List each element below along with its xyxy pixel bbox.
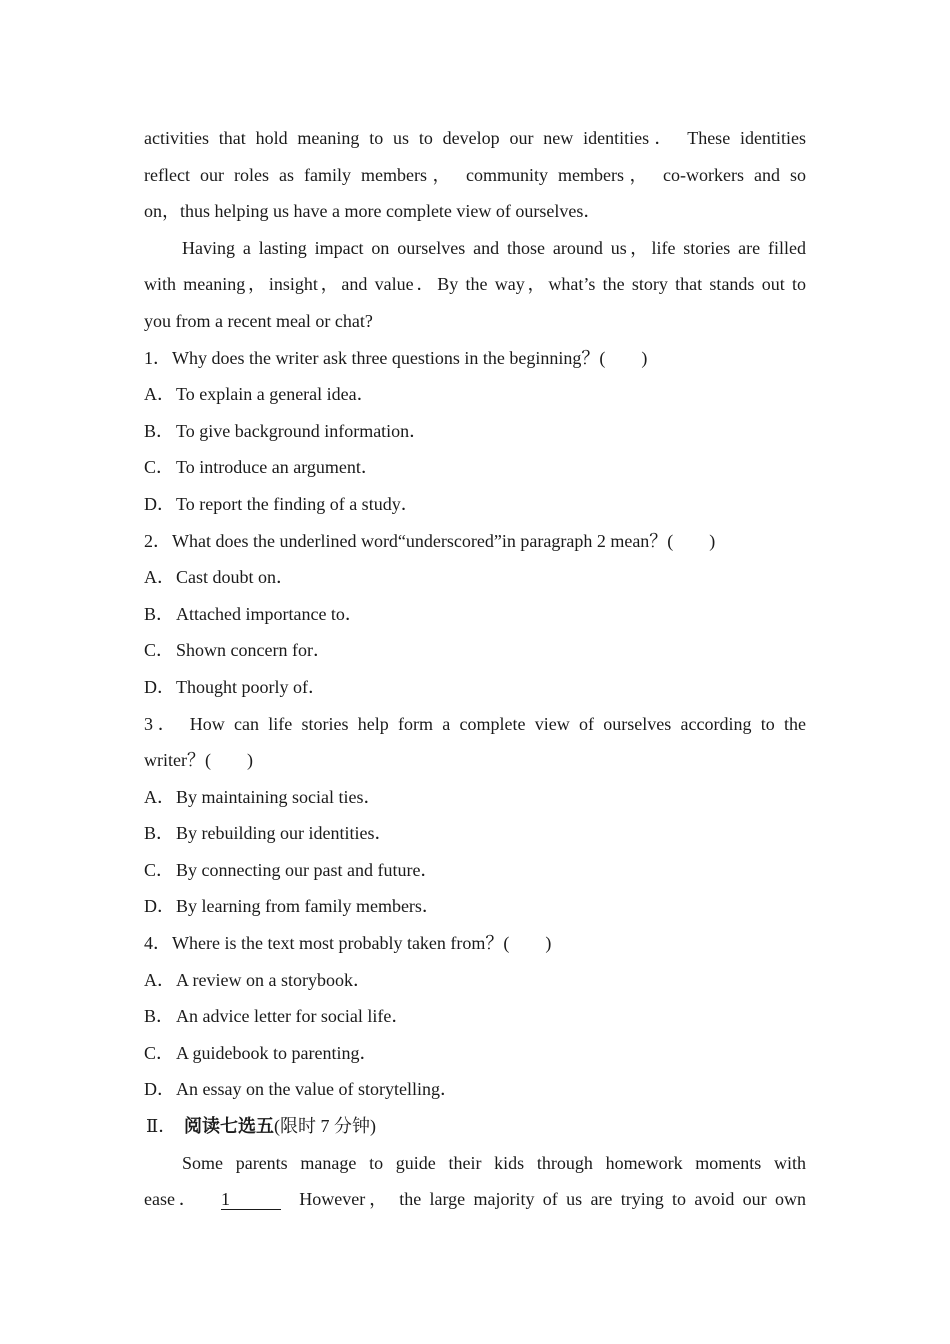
blank-trail-text: However， the large majority of us are trying to avoid our own — [299, 1189, 806, 1210]
option-letter: D． — [144, 1079, 175, 1100]
question-3-stem-cont: writer？( ) — [144, 750, 253, 771]
option-letter: D． — [144, 896, 175, 917]
option-letter: D． — [144, 493, 175, 514]
option-1d — [144, 486, 806, 523]
option-text: Thought poorly of． — [176, 676, 326, 697]
option-4d — [144, 1071, 806, 1108]
question-text: How can life stories help form a complete view of ourselves according to the — [189, 713, 807, 734]
option-4b — [144, 998, 806, 1035]
question-number: 4． — [144, 933, 171, 954]
option-text: By maintaining social ties． — [176, 786, 382, 807]
question-number: 2． — [144, 530, 171, 551]
question-2-stem — [144, 523, 806, 560]
option-3a — [144, 779, 806, 816]
option-letter: B． — [144, 603, 175, 624]
option-text: To give background information． — [176, 420, 428, 441]
option-text: By rebuilding our identities． — [176, 823, 393, 844]
question-text: Where is the text most probably taken from？( ) — [172, 933, 552, 954]
option-text: Cast doubt on． — [176, 567, 295, 588]
option-letter: A． — [144, 384, 175, 405]
paragraph-line: Having a lasting impact on ourselves and those around us，life stories are filled — [182, 237, 806, 258]
option-text: By learning from family members． — [176, 896, 440, 917]
section-number: Ⅱ． — [146, 1116, 177, 1137]
option-letter: C． — [144, 859, 175, 880]
option-2b — [144, 596, 806, 633]
question-number: 3． — [144, 713, 181, 734]
question-3-stem — [144, 706, 806, 743]
paragraph-line: you from a recent meal or chat? — [144, 310, 373, 331]
option-text: Attached importance to． — [176, 603, 363, 624]
option-text: A review on a storybook． — [176, 969, 371, 990]
option-text: An essay on the value of storytelling． — [176, 1079, 458, 1100]
option-text: To introduce an argument． — [176, 457, 379, 478]
option-letter: B． — [144, 823, 175, 844]
option-text: By connecting our past and future． — [176, 859, 439, 880]
option-text: A guidebook to parenting． — [176, 1042, 378, 1063]
option-2a — [144, 559, 806, 596]
option-text: Shown concern for． — [176, 640, 331, 661]
option-text: An advice letter for social life． — [176, 1006, 410, 1027]
blank-lead-text: ease． — [144, 1189, 201, 1210]
option-1a — [144, 376, 806, 413]
option-3b — [144, 815, 806, 852]
section-title: 阅读七选五 — [184, 1116, 274, 1137]
option-letter: B． — [144, 420, 175, 441]
option-letter: C． — [144, 1042, 175, 1063]
question-text: Why does the writer ask three questions in the beginning？( ) — [172, 347, 648, 368]
question-number: 1． — [144, 347, 171, 368]
option-3d — [144, 888, 806, 925]
option-4a — [144, 962, 806, 999]
paragraph-line: reflect our roles as family members， community members， co-workers and so — [144, 164, 806, 185]
paragraph-line: Some parents manage to guide their kids through homework moments with — [182, 1152, 806, 1173]
paragraph-line: activities that hold meaning to us to develop our new identities． These identities — [144, 128, 806, 148]
option-text: To report the finding of a study． — [176, 493, 419, 514]
option-letter: A． — [144, 786, 175, 807]
option-1c — [144, 449, 806, 486]
paragraph-line: on，thus helping us have a more complete view of ourselves． — [144, 201, 602, 222]
option-text: To explain a general idea． — [176, 384, 375, 405]
option-letter: D． — [144, 676, 175, 697]
option-letter: A． — [144, 567, 175, 588]
option-letter: A． — [144, 969, 175, 990]
section-heading — [144, 1108, 806, 1145]
question-4-stem — [144, 925, 806, 962]
question-1-stem — [144, 340, 806, 377]
document-page — [144, 120, 806, 1218]
answer-blank: 1 — [221, 1189, 281, 1210]
option-letter: C． — [144, 457, 175, 478]
paragraph-line: with meaning，insight，and value．By the way，what’s the story that stands out to — [144, 274, 806, 295]
paragraph-line-with-blank — [144, 1181, 806, 1218]
option-2d — [144, 669, 806, 706]
option-letter: C． — [144, 640, 175, 661]
option-3c — [144, 852, 806, 889]
section-time-limit: (限时 7 分钟) — [274, 1116, 376, 1137]
question-text: What does the underlined word“underscored”in paragraph 2 mean？( ) — [172, 530, 716, 551]
option-1b — [144, 413, 806, 450]
option-2c — [144, 632, 806, 669]
option-letter: B． — [144, 1006, 175, 1027]
option-4c — [144, 1035, 806, 1072]
